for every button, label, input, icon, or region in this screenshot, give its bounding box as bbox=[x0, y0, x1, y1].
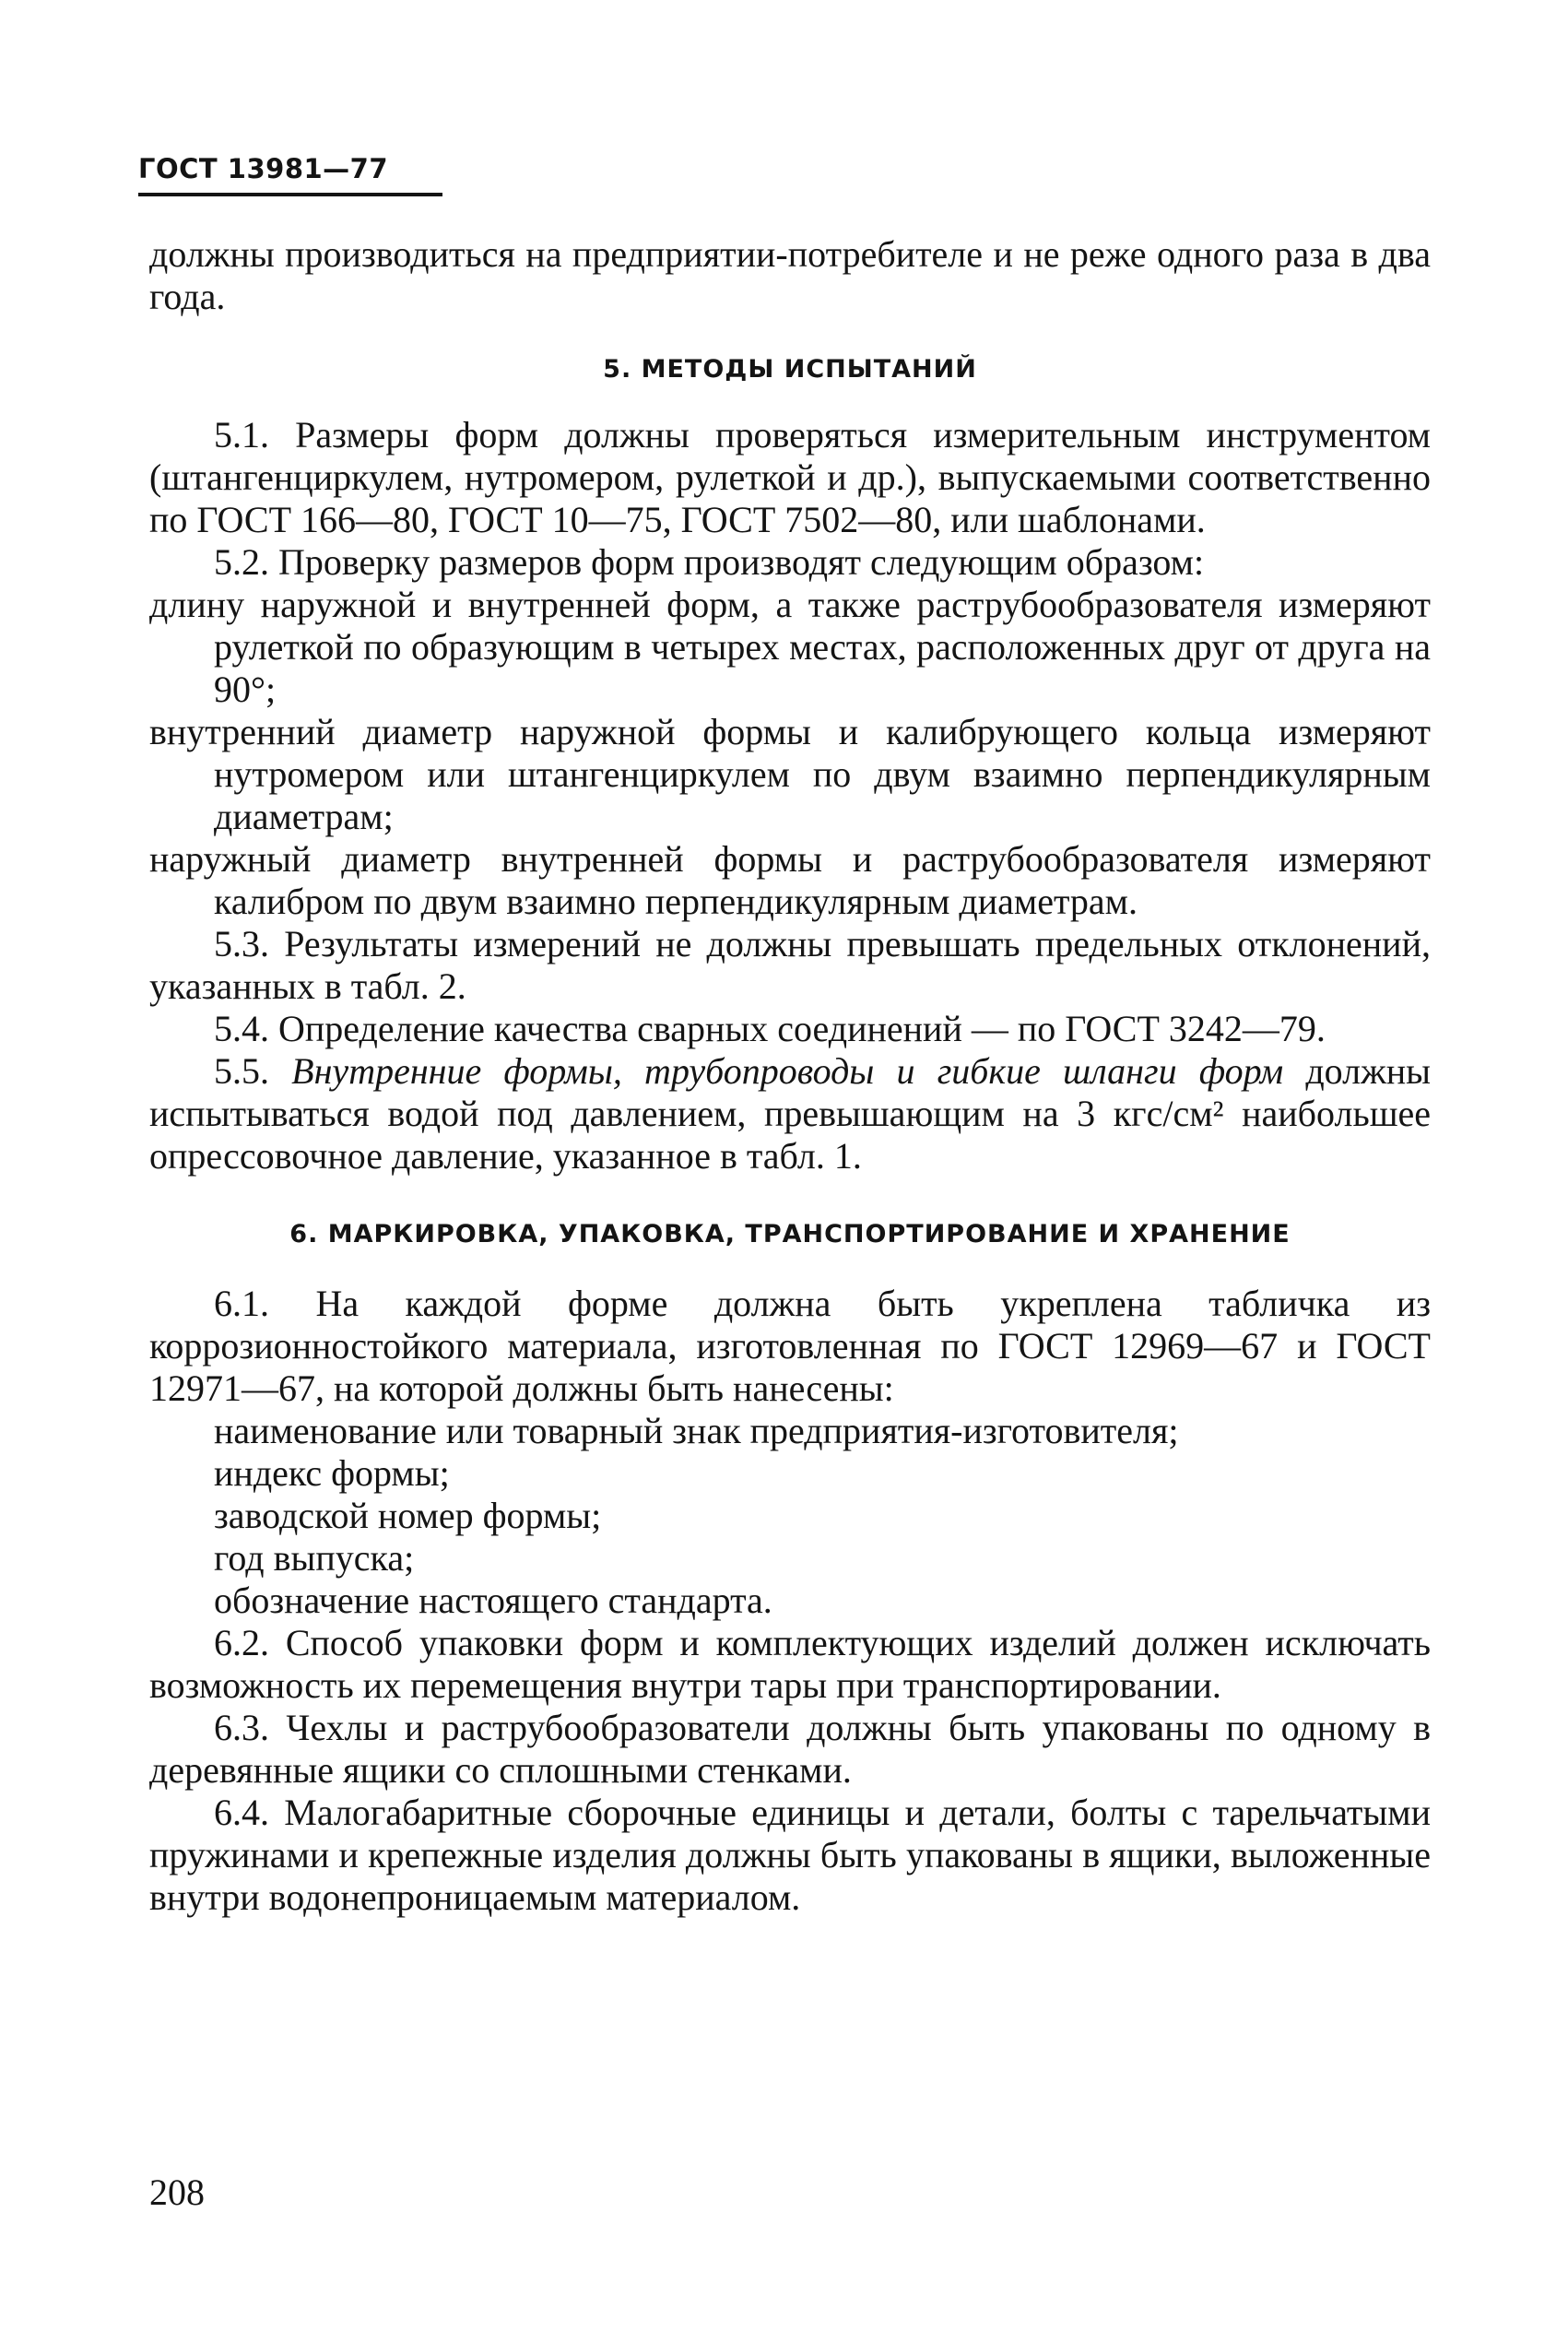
paragraph-6-3: 6.3. Чехлы и раструбообразователи должны быть упакованы по одному в деревянные ящики со сплошными стенками. bbox=[149, 1707, 1431, 1791]
paragraph-6-1: 6.1. На каждой форме должна быть укреплена табличка из коррозионностойкого материала, изготовленная по ГОСТ 12969—67 и ГОСТ 12971—67, на которой должны быть нанесены: bbox=[149, 1283, 1431, 1409]
paragraph-5-2-item-inner-diameter: внутренний диаметр наружной формы и калибрующего кольца измеряют нутромером или штангенциркулем по двум взаимно перпендикулярным диаметрам; bbox=[149, 711, 1431, 837]
marking-list-item: обозначение настоящего стандарта. bbox=[214, 1580, 772, 1621]
standard-number: ГОСТ 13981—77 bbox=[138, 153, 389, 184]
paragraph-5-2-item-length: длину наружной и внутренней форм, а также раструбообразователя измеряют рулеткой по образующим в четырех местах, расположенных друг от друга на 90°; bbox=[149, 584, 1431, 710]
paragraph-5-5-text: должны испытываться водой под давлением, превышающим на 3 кгс/см² наибольшее опрессовочное давление, указанное в табл. 1. bbox=[149, 1050, 1432, 1177]
section-6-heading: 6. МАРКИРОВКА, УПАКОВКА, ТРАНСПОРТИРОВАНИЕ И ХРАНЕНИЕ bbox=[289, 1220, 1291, 1248]
intro-paragraph: должны производиться на предприятии-потребителе и не реже одного раза в два года. bbox=[149, 233, 1431, 317]
paragraph-5-2-item-outer-diameter: наружный диаметр внутренней формы и раструбообразователя измеряют калибром по двум взаимно перпендикулярным диаметрам. bbox=[149, 838, 1431, 922]
paragraph-5-3: 5.3. Результаты измерений не должны превышать предельных отклонений, указанных в табл. 2. bbox=[149, 923, 1431, 1007]
paragraph-5-5-italic-text: Внутренние формы, трубопроводы и гибкие шланги форм bbox=[291, 1050, 1284, 1092]
marking-list-item: год выпуска; bbox=[214, 1537, 415, 1579]
running-header bbox=[138, 152, 442, 196]
paragraph-5-5 bbox=[149, 1050, 1431, 1177]
document-body bbox=[149, 233, 1431, 1919]
header-rule bbox=[138, 193, 442, 196]
paragraph-5-1: 5.1. Размеры форм должны проверяться измерительным инструментом (штангенциркулем, нутромером, рулеткой и др.), выпускаемыми соответственно по ГОСТ 166—80, ГОСТ 10—75, ГОСТ 7502—80, или шаблонами. bbox=[149, 414, 1431, 540]
section-5-heading: 5. МЕТОДЫ ИСПЫТАНИЙ bbox=[603, 355, 977, 384]
page-number: 208 bbox=[149, 2171, 205, 2213]
paragraph-5-5-number: 5.5. bbox=[214, 1050, 269, 1092]
marking-list-item: заводской номер формы; bbox=[214, 1495, 602, 1536]
marking-list-item: индекс формы; bbox=[214, 1452, 450, 1494]
paragraph-6-4: 6.4. Малогабаритные сборочные единицы и детали, болты с тарельчатыми пружинами и крепежные изделия должны быть упакованы в ящики, выложенные внутри водонепроницаемым материалом. bbox=[149, 1792, 1431, 1918]
marking-list-item: наименование или товарный знак предприятия-изготовителя; bbox=[214, 1410, 1179, 1451]
paragraph-6-2: 6.2. Способ упаковки форм и комплектующих изделий должен исключать возможность их перемещения внутри тары при транспортировании. bbox=[149, 1622, 1431, 1706]
paragraph-5-4: 5.4. Определение качества сварных соединений — по ГОСТ 3242—79. bbox=[214, 1008, 1326, 1049]
paragraph-5-2: 5.2. Проверку размеров форм производят следующим образом: bbox=[214, 541, 1205, 583]
